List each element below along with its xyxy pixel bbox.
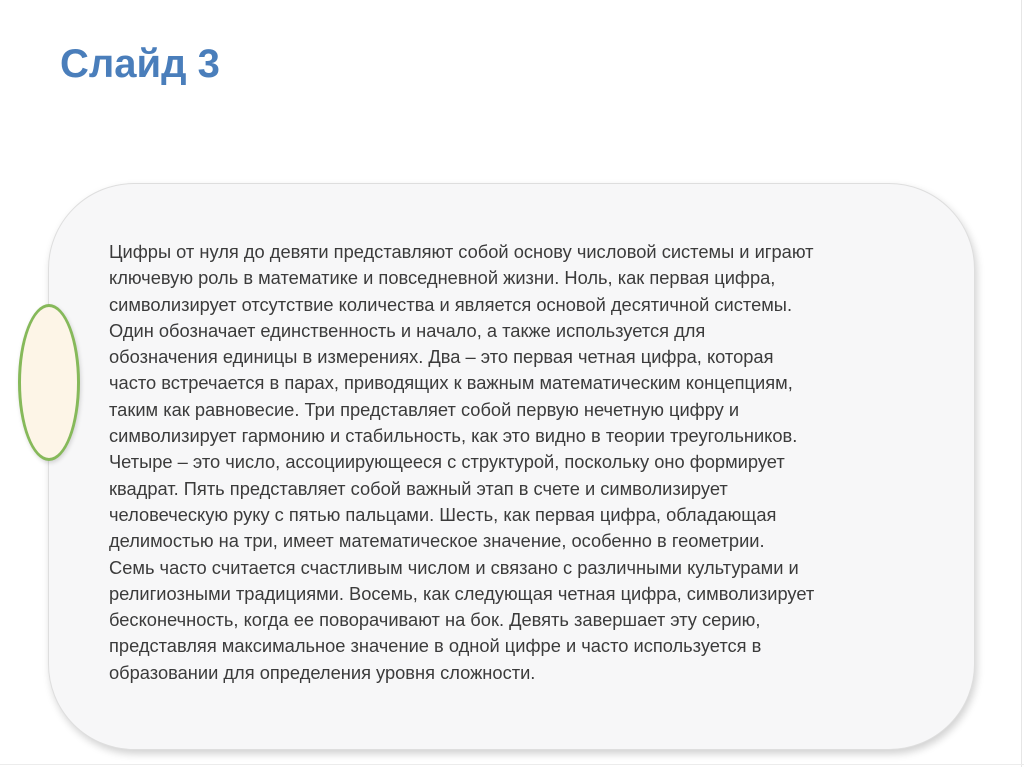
body-line: Цифры от нуля до девяти представляют собой основу числовой системы и играют	[109, 241, 814, 262]
body-line: ключевую роль в математике и повседневной жизни. Ноль, как первая цифра,	[109, 267, 776, 289]
body-line: таким как равновесие. Три представляет собой первую нечетную цифру и	[109, 398, 740, 420]
body-line: Четыре – это число, ассоциирующееся с структурой, поскольку оно формирует	[109, 451, 785, 473]
body-line: образовании для определения уровня сложности.	[109, 661, 536, 683]
slide-title: Слайд 3	[60, 42, 220, 86]
text-box	[48, 183, 975, 750]
body-text	[109, 239, 939, 686]
slide-right-edge	[1021, 0, 1022, 767]
body-line: Семь часто считается счастливым числом и связано с различными культурами и	[109, 556, 799, 578]
body-line: религиозными традициями. Восемь, как следующая четная цифра, символизирует	[109, 582, 815, 604]
body-line: квадрат. Пять представляет собой важный этап в счете и символизирует	[109, 477, 728, 499]
body-line: обозначения единицы в измерениях. Два – это первая четная цифра, которая	[109, 346, 774, 368]
decorative-oval-shape	[18, 304, 80, 461]
slide-bottom-edge	[0, 764, 1024, 765]
body-line: представляя максимальное значение в одной цифре и часто используется в	[109, 635, 762, 657]
body-line: человеческую руку с пятью пальцами. Шесть, как первая цифра, обладающая	[109, 503, 777, 525]
body-line: бесконечность, когда ее поворачивают на бок. Девять завершает эту серию,	[109, 609, 761, 631]
body-line: делимостью на три, имеет математическое значение, особенно в геометрии.	[109, 530, 765, 552]
body-line: символизирует гармонию и стабильность, как это видно в теории треугольников.	[109, 425, 798, 447]
body-line: символизирует отсутствие количества и является основой десятичной системы.	[109, 293, 793, 315]
body-line: Один обозначает единственность и начало, а также используется для	[109, 319, 706, 341]
body-line: часто встречается в парах, приводящих к важным математическим концепциям,	[109, 372, 793, 394]
